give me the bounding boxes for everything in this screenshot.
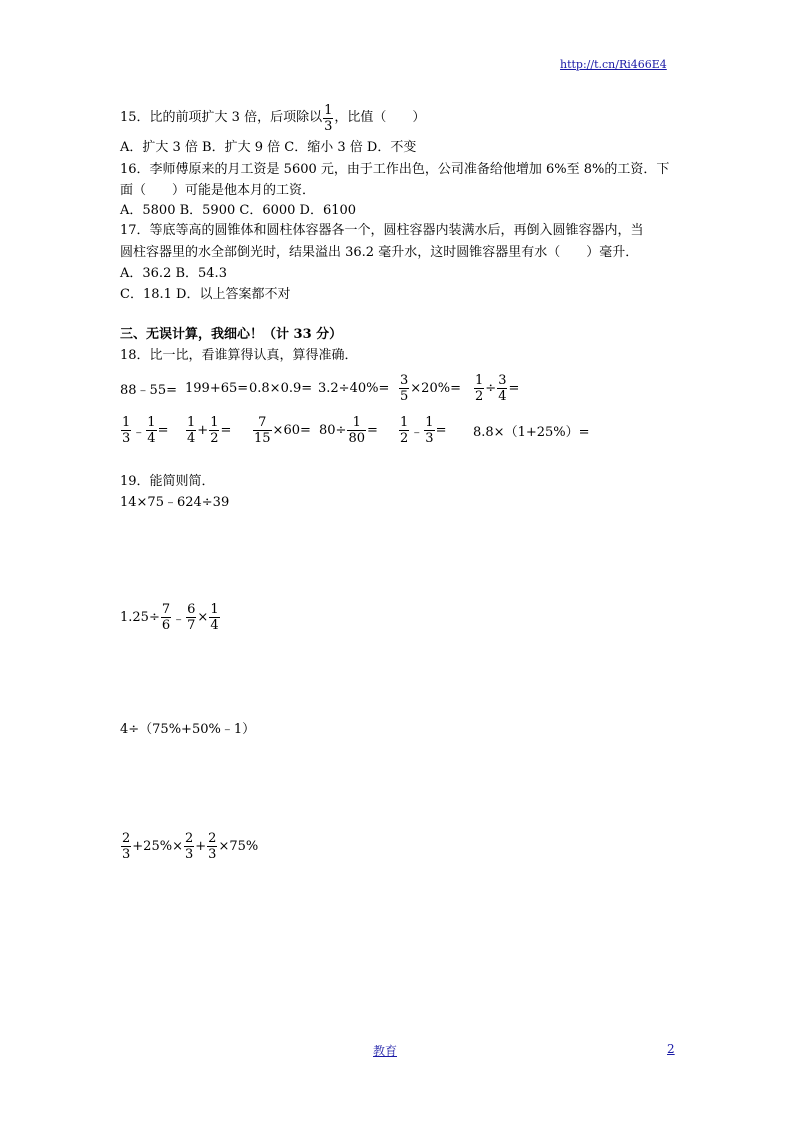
- q19-title: 19．能简则简．: [120, 474, 215, 489]
- q15-text-after: ，比值（ ）: [334, 110, 426, 125]
- q16-line-1: 16．李师傅原来的月工资是 5600 元，由于工作出色，公司准备给他增加 6%至 8%的工资．下: [120, 162, 670, 177]
- q15-text-before: 15．比的前项扩大 3 倍，后项除以: [120, 110, 323, 125]
- fraction: $\frac{1}{3}$: [122, 414, 131, 446]
- page-number[interactable]: 2: [667, 1042, 675, 1056]
- q18-r1-c5: $\frac{3}{5}$ ×20%=: [400, 372, 461, 404]
- fraction: $\frac{6}{7}$: [187, 601, 196, 633]
- footer-link[interactable]: 教育: [373, 1044, 398, 1058]
- q18-r1-c2: 199+65=: [185, 380, 249, 396]
- q15-fraction: $\frac{1}{3}$: [324, 102, 333, 134]
- fraction: $\frac{3}{4}$: [498, 372, 507, 404]
- fraction: $\frac{2}{3}$: [208, 830, 217, 862]
- q18-r1-c1: 88﹣55=: [120, 382, 177, 398]
- fraction: $\frac{1}{2}$: [210, 414, 219, 446]
- header-link[interactable]: http://t.cn/Ri466E4: [560, 58, 667, 71]
- q15-options: A．扩大 3 倍 B．扩大 9 倍 C．缩小 3 倍 D．不变: [120, 140, 417, 155]
- q18-r2-c5: $\frac{1}{2}$ ﹣ $\frac{1}{3}$ =: [400, 414, 447, 446]
- q17-line-2: 圆柱容器里的水全部倒光时，结果溢出 36.2 毫升水，这时圆锥容器里有水（ ）毫升．: [120, 245, 639, 260]
- q17-options-1: A．36.2 B．54.3: [120, 266, 227, 281]
- fraction: $\frac{7}{15}$: [254, 414, 271, 446]
- fraction: $\frac{2}{3}$: [122, 830, 131, 862]
- q18-r1-c3: 0.8×0.9=: [249, 380, 313, 396]
- fraction: $\frac{1}{4}$: [187, 414, 196, 446]
- q18-r1-c6: $\frac{1}{2}$ ÷ $\frac{3}{4}$ =: [475, 372, 520, 404]
- fraction: $\frac{1}{2}$: [400, 414, 409, 446]
- section-3-title: 三、无误计算，我细心！（计 33 分）: [120, 327, 343, 342]
- q19-expression-3: 4÷（75%+50%﹣1）: [120, 722, 256, 737]
- q17-options-2: C．18.1 D．以上答案都不对: [120, 287, 291, 302]
- fraction: $\frac{1}{2}$: [475, 372, 484, 404]
- fraction: $\frac{7}{6}$: [161, 601, 171, 633]
- q16-options: A．5800 B．5900 C．6000 D．6100: [120, 203, 357, 218]
- q19-expression-1: 14×75﹣624÷39: [120, 495, 230, 510]
- q18-r2-c1: $\frac{1}{3}$ ﹣ $\frac{1}{4}$ =: [122, 414, 169, 446]
- q18-title: 18．比一比，看谁算得认真，算得准确．: [120, 348, 358, 363]
- question-15: [120, 100, 425, 136]
- fraction: $\frac{1}{80}$: [348, 414, 365, 446]
- q18-r2-c4: 80÷ $\frac{1}{80}$ =: [319, 414, 378, 446]
- fraction: $\frac{3}{5}$: [400, 372, 409, 404]
- q18-r2-c2: $\frac{1}{4}$ + $\frac{1}{2}$ =: [187, 414, 232, 446]
- q18-r1-c4: 3.2÷40%=: [318, 380, 390, 396]
- fraction: $\frac{1}{4}$: [210, 601, 219, 633]
- q18-r2-c3: $\frac{7}{15}$ ×60=: [254, 414, 311, 446]
- q17-line-1: 17．等底等高的圆锥体和圆柱体容器各一个，圆柱容器内装满水后，再倒入圆锥容器内，当: [120, 223, 644, 238]
- fraction: $\frac{2}{3}$: [184, 830, 194, 862]
- fraction: $\frac{1}{3}$: [425, 414, 434, 446]
- q18-r2-c6: 8.8×（1+25%）=: [473, 424, 590, 440]
- fraction: $\frac{1}{4}$: [147, 414, 156, 446]
- q16-line-2: 面（ ）可能是他本月的工资．: [120, 183, 316, 198]
